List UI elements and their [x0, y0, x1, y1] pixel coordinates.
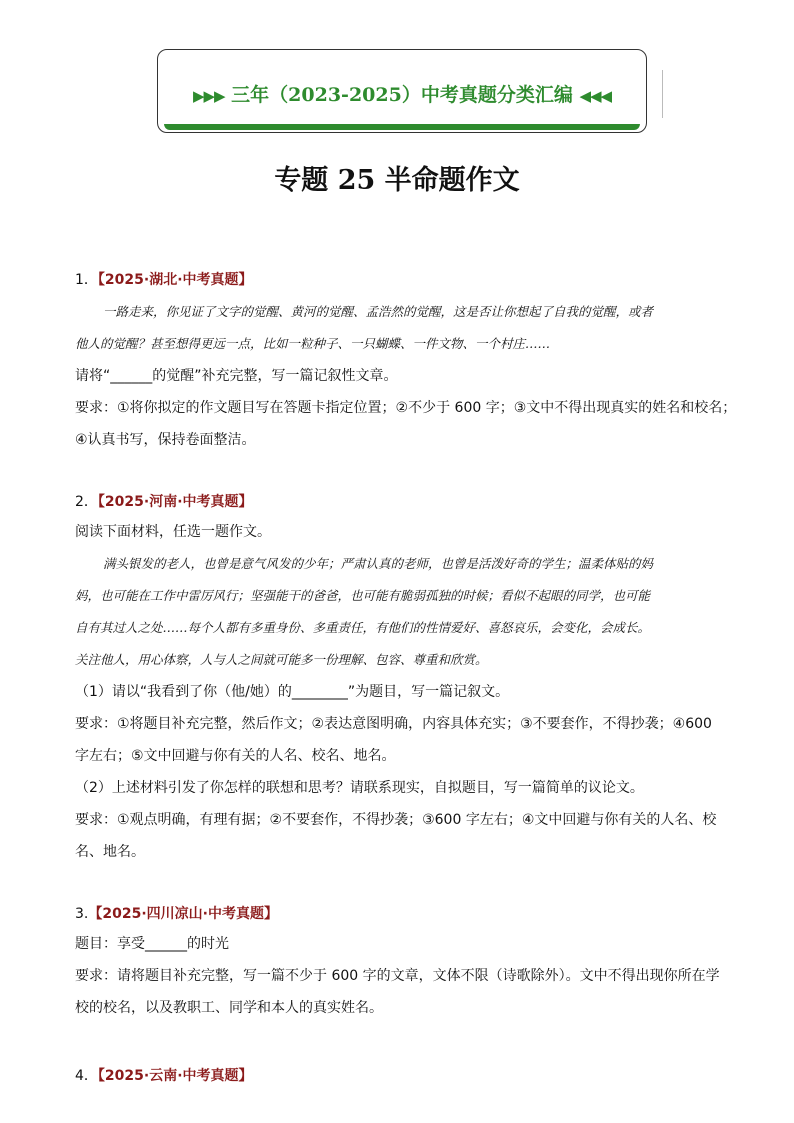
margin-mark: [662, 70, 663, 118]
question-header: [75, 268, 725, 292]
question-source-tag: 【2025·云南·中考真题】: [97, 1068, 253, 1084]
material-line: 一路走来，你见证了文字的觉醒、黄河的觉醒、孟浩然的觉醒，这是否让你想起了自我的觉醒，或者: [103, 304, 654, 319]
prompt-line: （1）请以“我看到了你（他/她）的________”为题目，写一篇记叙文。: [75, 684, 510, 700]
requirement-line: ④认真书写，保持卷面整洁。: [75, 432, 256, 448]
question-number: 1．: [75, 272, 98, 288]
question-2: [75, 490, 725, 868]
page-title: 专题 25 半命题作文: [274, 165, 520, 196]
question-3: [75, 902, 725, 1024]
question-1: [75, 268, 737, 456]
question-source-tag: 【2025·河南·中考真题】: [97, 494, 253, 510]
instruction-line: 阅读下面材料，任选一题作文。: [75, 524, 271, 540]
requirement-line: 字左右；⑤文中回避与你有关的人名、校名、地名。: [75, 748, 396, 764]
right-arrows-icon: ▶▶▶: [192, 87, 225, 105]
prompt-line: 题目：享受______的时光: [75, 936, 229, 952]
material-line: 他人的觉醒？甚至想得更远一点，比如一粒种子、一只蝴蝶、一件文物、一个村庄……: [75, 336, 551, 351]
material-line: 自有其过人之处……每个人都有多重身份、多重责任，有他们的性情爱好、喜怒哀乐，会变化，会成长。: [75, 620, 651, 635]
question-4: [75, 1064, 725, 1088]
requirement-line: 要求：①将你拟定的作文题目写在答题卡指定位置；②不少于 600 字；③文中不得出现真实的姓名和校名；: [75, 400, 737, 416]
question-source-tag: 【2025·湖北·中考真题】: [97, 272, 253, 288]
banner-underline: [164, 124, 640, 130]
requirement-line: 要求：①将题目补充完整，然后作文；②表达意图明确，内容具体充实；③不要套作，不得抄袭；④600: [75, 716, 712, 732]
banner-text: 三年（2023-2025）中考真题分类汇编: [231, 84, 573, 106]
question-number: 4．: [75, 1068, 98, 1084]
question-source-tag: 【2025·四川凉山·中考真题】: [88, 906, 278, 922]
banner-title: [158, 80, 646, 107]
requirement-line: 名、地名。: [75, 844, 145, 860]
material-line: 妈，也可能在工作中雷厉风行；坚强能干的爸爸，也可能有脆弱孤独的时候；看似不起眼的同学，也可能: [75, 588, 651, 603]
material-line: 关注他人，用心体察，人与人之间就可能多一份理解、包容、尊重和欣赏。: [75, 652, 488, 667]
prompt-line: （2）上述材料引发了你怎样的联想和思考？请联系现实，自拟题目，写一篇简单的议论文。: [75, 780, 644, 796]
question-number: 2．: [75, 494, 98, 510]
question-header: [75, 490, 725, 514]
requirement-line: 要求：请将题目补充完整，写一篇不少于 600 字的文章，文体不限（诗歌除外）。文中不得出现你所在学: [75, 968, 720, 984]
prompt-line: 请将“______的觉醒”补充完整，写一篇记叙性文章。: [75, 368, 398, 384]
material-line: 满头银发的老人，也曾是意气风发的少年；严肃认真的老师，也曾是活泼好奇的学生；温柔体贴的妈: [103, 556, 654, 571]
question-number: 3.: [75, 906, 89, 922]
header-banner: [157, 49, 647, 133]
requirement-line: 校的校名，以及教职工、同学和本人的真实姓名。: [75, 1000, 383, 1016]
requirement-line: 要求：①观点明确，有理有据；②不要套作，不得抄袭；③600 字左右；④文中回避与你有关的人名、校: [75, 812, 717, 828]
question-header: [75, 902, 725, 926]
question-header: [75, 1064, 725, 1088]
left-arrows-icon: ◀◀◀: [579, 87, 612, 105]
